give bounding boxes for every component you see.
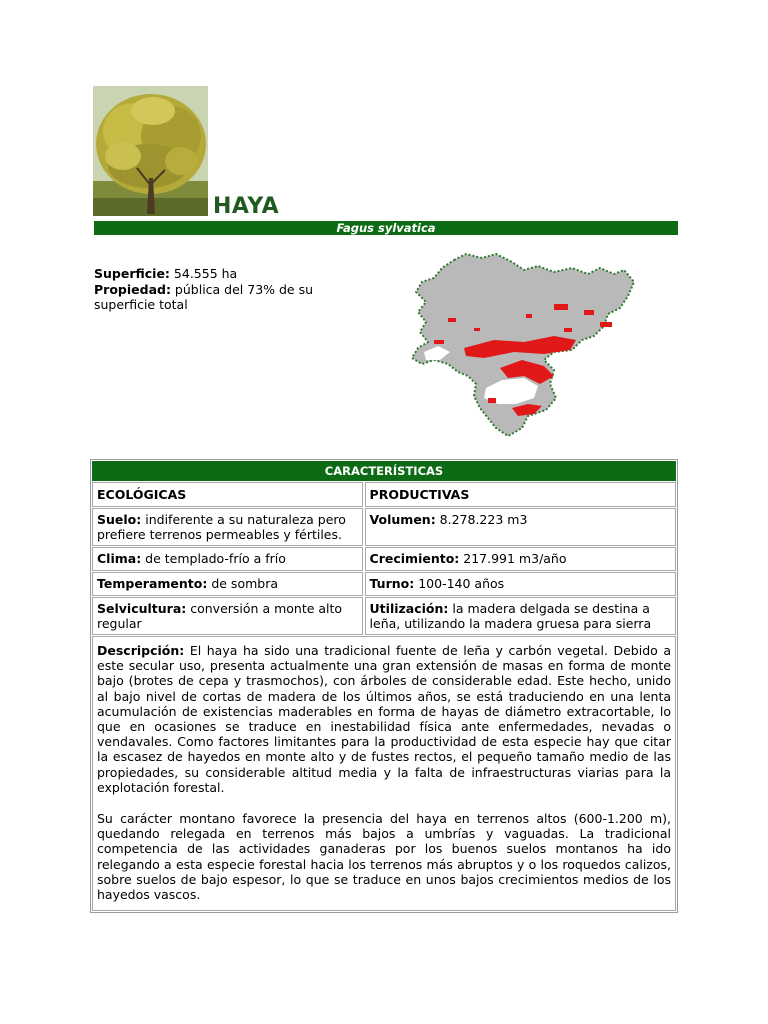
description-cell: [92, 636, 676, 911]
table-header-row: [92, 482, 676, 507]
cell-utilizacion: [365, 597, 676, 635]
page-title: HAYA: [213, 194, 280, 219]
suelo-value: indiferente a su naturaleza pero prefiere terrenos permeables y fértiles.: [97, 512, 346, 542]
species-banner: [90, 221, 678, 235]
temperamento-value: de sombra: [207, 576, 279, 591]
characteristics-table: [90, 459, 678, 913]
crecimiento-value: 217.991 m3/año: [459, 551, 567, 566]
clima-label: Clima:: [97, 551, 142, 566]
table-row: [92, 547, 676, 571]
utilizacion-value: la madera delgada se destina a leña, utilizando la madera gruesa para sierra: [369, 601, 652, 631]
turno-label: Turno:: [369, 576, 415, 591]
distribution-map: [404, 248, 640, 444]
cell-volumen: [365, 508, 676, 546]
description-label: Descripción:: [97, 643, 185, 658]
cell-temperamento: [92, 572, 363, 596]
table-row: [92, 572, 676, 596]
selvicultura-value: conversión a monte alto regular: [97, 601, 343, 631]
clima-value: de templado-frío a frío: [141, 551, 286, 566]
utilizacion-label: Utilización:: [369, 601, 449, 616]
selvicultura-label: Selvicultura:: [97, 601, 187, 616]
cell-clima: [92, 547, 363, 571]
species-name: Fagus sylvatica: [336, 221, 436, 235]
summary-block: [94, 266, 344, 313]
cell-crecimiento: [365, 547, 676, 571]
description-paragraph-1: [97, 643, 671, 795]
superficie-label: Superficie:: [94, 266, 170, 281]
propiedad-value: pública del 73% de su superficie total: [94, 281, 314, 312]
temperamento-label: Temperamento:: [97, 576, 208, 591]
tree-photo: [93, 86, 208, 216]
turno-value: 100-140 años: [414, 576, 505, 591]
volumen-label: Volumen:: [369, 512, 436, 527]
propiedad-label: Propiedad:: [94, 281, 171, 297]
suelo-label: Suelo:: [97, 512, 142, 527]
cell-suelo: [92, 508, 363, 546]
cell-turno: [365, 572, 676, 596]
volumen-value: 8.278.223 m3: [435, 512, 528, 527]
table-row: [92, 597, 676, 635]
propiedad-line: [94, 282, 344, 313]
description-paragraph-2: Su carácter montano favorece la presencia del haya en terrenos altos (600-1.200 m), quedando relegada en terrenos más bajos a umbrías y vaguadas. La tradicional competencia de las actividades ganaderas por los buenos suelos montanos ha ido relegando a esta especie forestal hacia los terrenos más abruptos y o los roquedos calizos, sobre suelos de bajo espesor, lo que se traduce en unos bajos crecimientos medios de los hayedos vascos.: [97, 811, 671, 903]
superficie-line: [94, 266, 344, 282]
col-header-productivas: PRODUCTIVAS: [365, 482, 676, 507]
col-header-ecologicas: ECOLÓGICAS: [92, 482, 363, 507]
crecimiento-label: Crecimiento:: [369, 551, 460, 566]
cell-selvicultura: [92, 597, 363, 635]
superficie-value: 54.555 ha: [169, 266, 238, 281]
table-row: [92, 508, 676, 546]
table-heading: CARACTERÍSTICAS: [92, 461, 676, 481]
description-text-1: El haya ha sido una tradicional fuente de leña y carbón vegetal. Debido a este secular uso, presenta actualmente una gran extensión de masas en forma de monte bajo (brotes de cepa y trasmochos), con árboles de considerable edad. Este hecho, unido al bajo nivel de cortas de madera de los últimos años, se está traduciendo en una lenta acumulación de existencias maderables en forma de hayas de diámetro extracortable, lo que en ocasiones se traduce en inestabilidad física ante enfermedades, nevadas o vendavales. Como factores limitantes para la productividad de esta especie hay que citar la escasez de hayedos en monte alto y de fustes rectos, el pequeño tamaño medio de las propiedades, su considerable altitud media y la falta de infraestructuras viarias para la explotación forestal.: [97, 643, 671, 795]
